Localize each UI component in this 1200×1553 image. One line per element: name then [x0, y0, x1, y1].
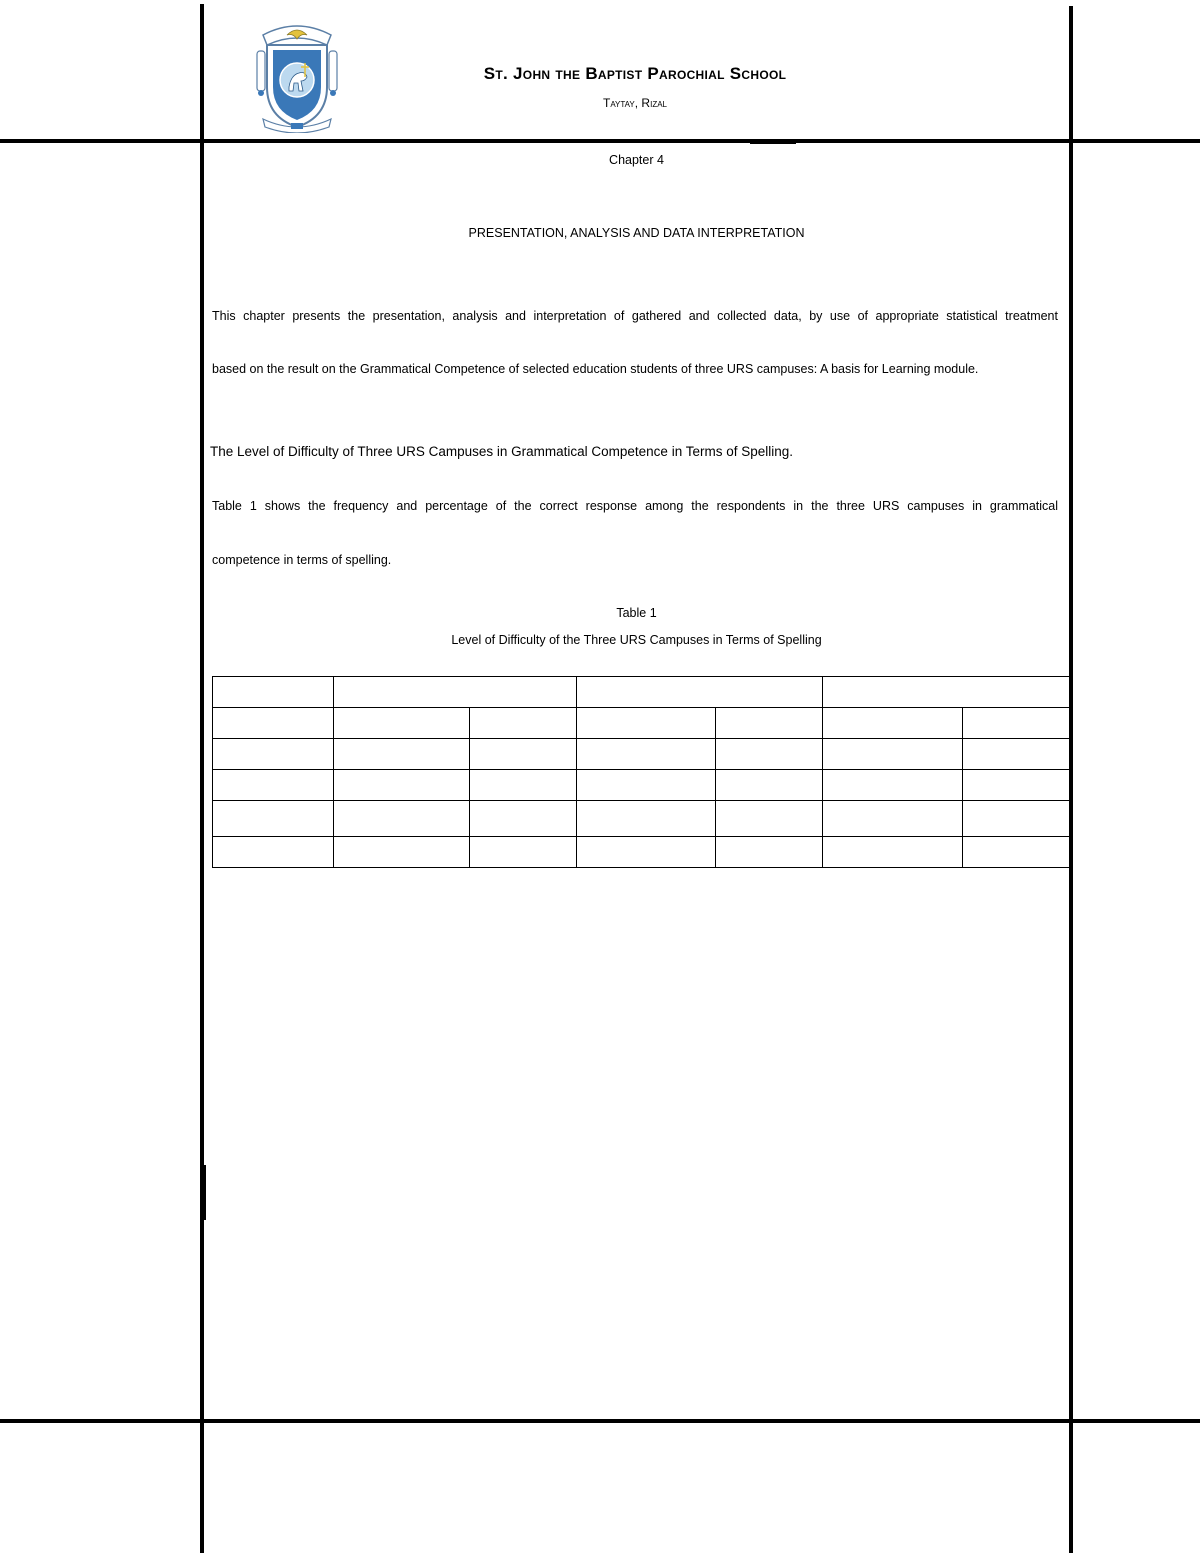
table-row: [213, 739, 1070, 770]
table-cell: [963, 801, 1070, 837]
table-cell: [334, 837, 470, 868]
table-row: [213, 837, 1070, 868]
intro-paragraph-line: based on the result on the Grammatical Competence of selected education students of three URS campuses: A basis for Learning module.: [212, 362, 979, 376]
table-cell: [334, 708, 470, 739]
table-cell: [470, 708, 577, 739]
spelling-difficulty-table: [212, 676, 1070, 868]
table-cell: [823, 801, 963, 837]
footer-rule-accent: [276, 1419, 322, 1423]
table-cell: [823, 739, 963, 770]
table-cell: [470, 739, 577, 770]
table-cell: [470, 801, 577, 837]
table-header-cell: [334, 677, 577, 708]
table-cell: [577, 837, 716, 868]
table-cell: [823, 708, 963, 739]
table-cell: [213, 770, 334, 801]
left-margin-rule-segment: [202, 1165, 206, 1220]
section-heading: The Level of Difficulty of Three URS Campuses in Grammatical Competence in Terms of Spelling.: [210, 444, 793, 459]
table-cell: [716, 801, 823, 837]
table-row: [213, 801, 1070, 837]
table-header-cell: [823, 677, 1070, 708]
school-seal-icon: [253, 15, 341, 133]
table-cell: [213, 801, 334, 837]
table-cell: [963, 837, 1070, 868]
table-header-cell: [577, 677, 823, 708]
table-cell: [823, 770, 963, 801]
table-cell: [334, 770, 470, 801]
table-cell: [334, 801, 470, 837]
section-paragraph-line: competence in terms of spelling.: [212, 553, 392, 567]
table-cell: [213, 837, 334, 868]
intro-paragraph-line: This chapter presents the presentation, analysis and interpretation of gathered and collected data, by use of appropriate statistical treatment: [212, 309, 1058, 323]
table-cell: [334, 739, 470, 770]
header-rule: [0, 139, 1200, 143]
table-cell: [577, 801, 716, 837]
table-cell: [963, 770, 1070, 801]
chapter-title: PRESENTATION, ANALYSIS AND DATA INTERPRETATION: [468, 226, 805, 240]
chapter-label: Chapter 4: [609, 153, 664, 167]
table-cell: [716, 770, 823, 801]
table-label: Table 1: [616, 606, 657, 620]
table-cell: [470, 770, 577, 801]
table-caption: Level of Difficulty of the Three URS Campuses in Terms of Spelling: [451, 633, 822, 647]
school-name: St. John the Baptist Parochial School: [483, 64, 787, 83]
school-location: Taytay, Rizal: [602, 96, 667, 110]
table-header-row: [213, 677, 1070, 708]
header-rule-accent: [750, 140, 796, 144]
table-cell: [577, 770, 716, 801]
table-cell: [213, 708, 334, 739]
table-row: [213, 770, 1070, 801]
table-cell: [823, 837, 963, 868]
table-cell: [716, 837, 823, 868]
table-row: [213, 708, 1070, 739]
table-cell: [716, 708, 823, 739]
table-cell: [716, 739, 823, 770]
section-paragraph-line: Table 1 shows the frequency and percentage of the correct response among the respondents in the three URS campuses in grammatical: [212, 499, 1058, 513]
table-cell: [577, 739, 716, 770]
table-cell: [213, 739, 334, 770]
table-cell: [577, 708, 716, 739]
table-header-cell: [213, 677, 334, 708]
table-cell: [470, 837, 577, 868]
table-cell: [963, 739, 1070, 770]
table-cell: [963, 708, 1070, 739]
footer-rule-accent: [834, 1419, 880, 1423]
footer-rule: [0, 1419, 1200, 1423]
